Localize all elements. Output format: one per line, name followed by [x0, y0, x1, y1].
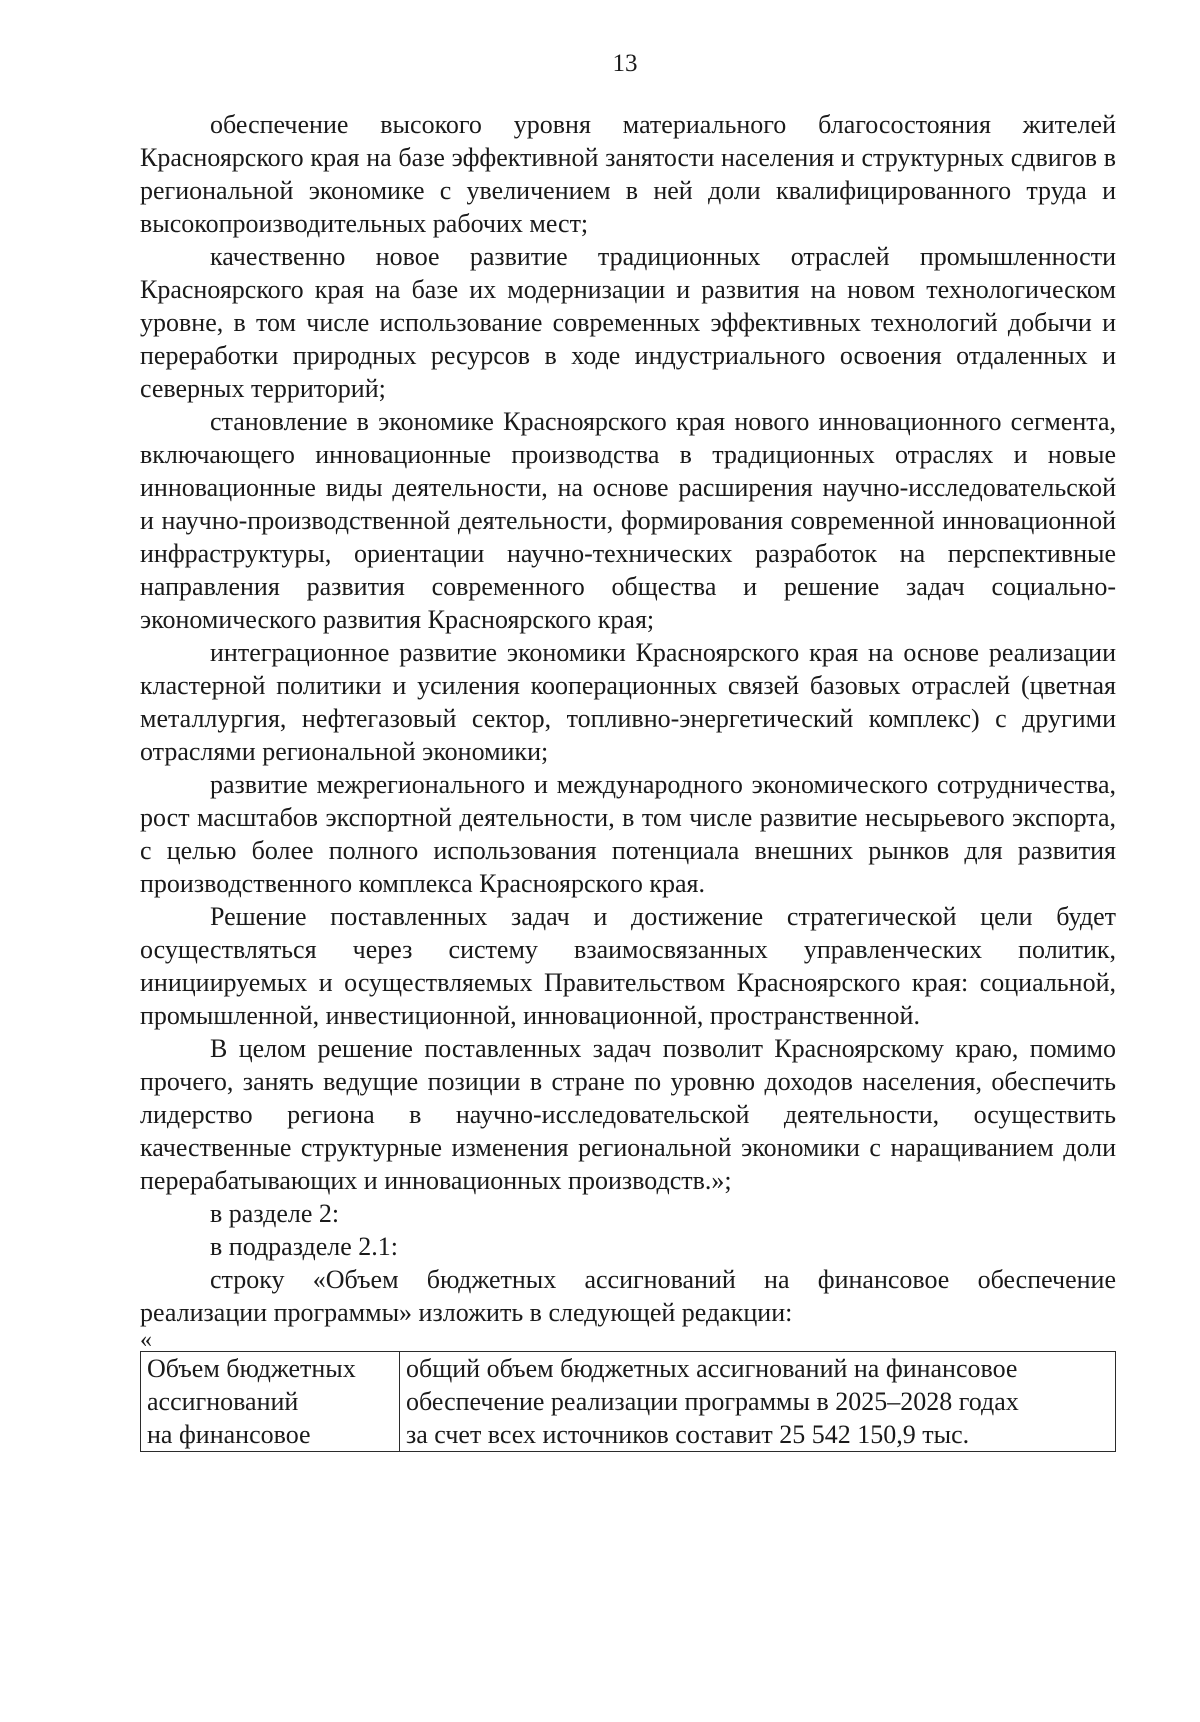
- paragraph-section-2: в разделе 2:: [210, 1199, 340, 1228]
- paragraph-subsection-2-1: в подразделе 2.1:: [210, 1232, 399, 1261]
- budget-label-cell: [141, 1352, 400, 1452]
- paragraph-traditional-industries: качественно новое развитие традиционных отраслей промышленности Красноярского края на базе их модернизации и развития на новом технологическом уровне, в том числе использование современных эффективных технологий добычи и переработки природных ресурсов в ходе индустриального освоения отдаленных и северных территорий;: [140, 242, 1116, 403]
- budget-value-line: обеспечение реализации программы в 2025–2028 годах: [406, 1387, 1019, 1416]
- paragraph-policies: Решение поставленных задач и достижение стратегической цели будет осуществляться через систему взаимосвязанных управленческих политик, инициируемых и осуществляемых Правительством Красноярского края: социальной, промышленной, инвестиционной, инновационной, пространственной.: [140, 902, 1116, 1030]
- table-row: [141, 1352, 1116, 1452]
- paragraph-integration-development: интеграционное развитие экономики Красноярского края на основе реализации кластерной политики и усиления кооперационных связей базовых отраслей (цветная металлургия, нефтегазовый сектор, топливно-энергетический комплекс) с другими отраслями региональной экономики;: [140, 638, 1116, 766]
- budget-label-line: Объем бюджетных: [147, 1354, 356, 1383]
- paragraph-amend-row: строку «Объем бюджетных ассигнований на финансовое обеспечение реализации программы» изложить в следующей редакции:: [140, 1265, 1116, 1327]
- paragraph-innovation-segment: становление в экономике Красноярского края нового инновационного сегмента, включающего инновационные производства в традиционных отраслях и новые инновационные виды деятельности, на основе расширения научно-исследовательской и научно-производственной деятельности, формирования современной инновационной инфраструктуры, ориентации научно-технических разработок на перспективные направления развития современного общества и решение задач социально-экономического развития Красноярского края;: [140, 407, 1116, 634]
- budget-value-line: за счет всех источников составит 25 542 150,9 тыс.: [406, 1420, 970, 1449]
- budget-label-line: ассигнований: [147, 1387, 299, 1416]
- paragraph-welfare: обеспечение высокого уровня материального благосостояния жителей Красноярского края на базе эффективной занятости населения и структурных сдвигов в региональной экономике с увеличением в ней доли квалифицированного труда и высокопроизводительных рабочих мест;: [140, 110, 1116, 238]
- document-body: [140, 108, 1116, 1452]
- budget-label-line: на финансовое: [147, 1420, 311, 1449]
- paragraph-conclusion: В целом решение поставленных задач позволит Красноярскому краю, помимо прочего, занять ведущие позиции в стране по уровню доходов населения, обеспечить лидерство региона в научно-исследовательской деятельности, осуществить качественные структурные изменения региональной экономики с наращиванием доли перерабатывающих и инновационных производств.»;: [140, 1034, 1116, 1195]
- budget-value-cell: [400, 1352, 1116, 1452]
- budget-table: [140, 1351, 1116, 1452]
- page-number: 13: [612, 50, 638, 77]
- paragraph-cooperation: развитие межрегионального и международного экономического сотрудничества, рост масштабов экспортной деятельности, в том числе развитие несырьевого экспорта, с целью более полного использования потенциала внешних рынков для развития производственного комплекса Красноярского края.: [140, 770, 1116, 898]
- budget-value-line: общий объем бюджетных ассигнований на финансовое: [406, 1354, 1018, 1383]
- opening-quote: «: [140, 1327, 152, 1353]
